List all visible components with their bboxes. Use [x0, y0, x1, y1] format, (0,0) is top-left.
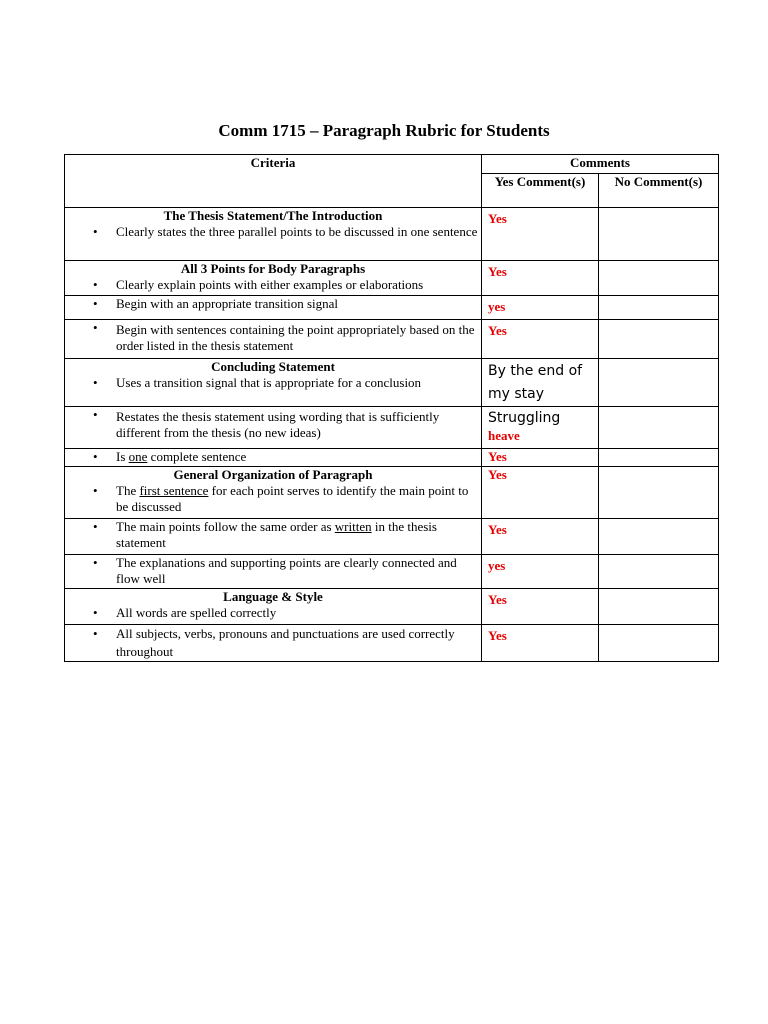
yes-comment: Yes [488, 592, 507, 607]
yes-comment-cell [482, 208, 599, 261]
bullet-icon: • [93, 449, 98, 464]
yes-comment-cell [482, 467, 599, 519]
yes-comment-cell [482, 407, 599, 449]
yes-comment-extra: heave [488, 428, 520, 443]
criterion-text: Clearly explain points with either examples or elaborations [116, 277, 424, 292]
yes-comment: Yes [488, 628, 507, 643]
bullet-icon: • [93, 224, 98, 239]
no-comment-cell [599, 625, 719, 662]
criterion-text: Begin with sentences containing the point appropriately based on the order listed in the thesis statement [116, 322, 475, 353]
bullet-icon: • [93, 605, 98, 620]
criterion-text: The main points follow the same order as written in the thesis statement [116, 519, 437, 550]
table-row [65, 208, 719, 261]
criteria-cell [65, 407, 482, 449]
table-row [65, 467, 719, 519]
yes-comment-cell [482, 320, 599, 359]
criteria-cell [65, 625, 482, 662]
yes-comment: Yes [488, 467, 507, 482]
bullet-icon: • [93, 320, 98, 335]
bullet-icon: • [93, 375, 98, 390]
table-row [65, 359, 719, 407]
criteria-cell [65, 359, 482, 407]
no-comment-cell [599, 467, 719, 519]
yes-comment-cell [482, 555, 599, 589]
no-comment-cell [599, 589, 719, 625]
table-row [65, 261, 719, 296]
bullet-icon: • [93, 519, 98, 534]
yes-comments-header: Yes Comment(s) [482, 174, 599, 208]
criterion-text: The first sentence for each point serves to identify the main point to be discussed [116, 483, 469, 514]
criteria-cell [65, 467, 482, 519]
criterion-text: The explanations and supporting points are clearly connected and flow well [116, 555, 457, 586]
yes-comment: Yes [488, 522, 507, 537]
table-row [65, 320, 719, 359]
no-comments-header: No Comment(s) [599, 174, 719, 208]
section-title: Language & Style [223, 589, 323, 604]
no-comment-cell [599, 320, 719, 359]
bullet-icon: • [93, 555, 98, 570]
yes-comment: Yes [488, 211, 507, 226]
yes-comment: By the end of my stay [488, 363, 583, 402]
criterion-item [65, 483, 481, 515]
criterion-item [65, 555, 481, 587]
criterion-item [65, 625, 481, 661]
yes-comment: Struggling [488, 410, 561, 426]
yes-comment: yes [488, 299, 506, 314]
comments-header: Comments [482, 155, 719, 174]
criteria-cell [65, 296, 482, 320]
criteria-cell [65, 261, 482, 296]
no-comment-cell [599, 296, 719, 320]
bullet-icon: • [93, 296, 98, 311]
yes-comment-cell [482, 519, 599, 555]
yes-comment-cell [482, 296, 599, 320]
criteria-cell [65, 320, 482, 359]
criterion-item [65, 296, 481, 312]
criterion-item [65, 519, 481, 551]
table-row [65, 625, 719, 662]
criterion-text: All subjects, verbs, pronouns and punctuations are used correctly throughout [116, 626, 455, 659]
bullet-icon: • [93, 483, 98, 498]
criterion-item [65, 449, 481, 465]
yes-comment-cell [482, 625, 599, 662]
bullet-icon: • [93, 626, 98, 641]
table-row [65, 519, 719, 555]
criteria-cell [65, 519, 482, 555]
criterion-item [65, 224, 481, 240]
criterion-text: Clearly states the three parallel points to be discussed in one sentence [116, 224, 478, 239]
yes-comment: Yes [488, 264, 507, 279]
yes-comment-cell [482, 359, 599, 407]
section-title: Concluding Statement [211, 359, 335, 374]
criterion-text: All words are spelled correctly [116, 605, 277, 620]
criteria-cell [65, 208, 482, 261]
yes-comment-cell [482, 589, 599, 625]
no-comment-cell [599, 555, 719, 589]
criterion-text: Uses a transition signal that is appropriate for a conclusion [116, 375, 422, 390]
no-comment-cell [599, 519, 719, 555]
criterion-text: Begin with an appropriate transition signal [116, 296, 339, 311]
criterion-item [65, 375, 481, 391]
criterion-item [65, 277, 481, 293]
no-comment-cell [599, 359, 719, 407]
table-row [65, 555, 719, 589]
yes-comment: Yes [488, 449, 507, 464]
criterion-text: Is one complete sentence [116, 449, 247, 464]
section-title: General Organization of Paragraph [173, 467, 373, 482]
header-row [65, 155, 719, 174]
yes-comment-cell [482, 449, 599, 467]
page-title: Comm 1715 – Paragraph Rubric for Students [218, 121, 550, 140]
table-row [65, 296, 719, 320]
criterion-item [65, 407, 481, 441]
criteria-cell [65, 449, 482, 467]
rubric-table [64, 154, 719, 662]
criterion-item [65, 605, 481, 621]
yes-comment-cell [482, 261, 599, 296]
no-comment-cell [599, 208, 719, 261]
bullet-icon: • [93, 407, 98, 422]
criterion-text: Restates the thesis statement using wording that is sufficiently different from the thesis (no new ideas) [116, 409, 440, 440]
no-comment-cell [599, 261, 719, 296]
table-row [65, 407, 719, 449]
criteria-header: Criteria [65, 155, 482, 208]
table-row [65, 589, 719, 625]
section-title: The Thesis Statement/The Introduction [163, 208, 383, 223]
criteria-cell [65, 555, 482, 589]
bullet-icon: • [93, 277, 98, 292]
yes-comment: yes [488, 558, 506, 573]
criteria-cell [65, 589, 482, 625]
yes-comment: Yes [488, 323, 507, 338]
criterion-item [65, 320, 481, 354]
table-row [65, 449, 719, 467]
no-comment-cell [599, 449, 719, 467]
no-comment-cell [599, 407, 719, 449]
section-title: All 3 Points for Body Paragraphs [180, 261, 366, 276]
